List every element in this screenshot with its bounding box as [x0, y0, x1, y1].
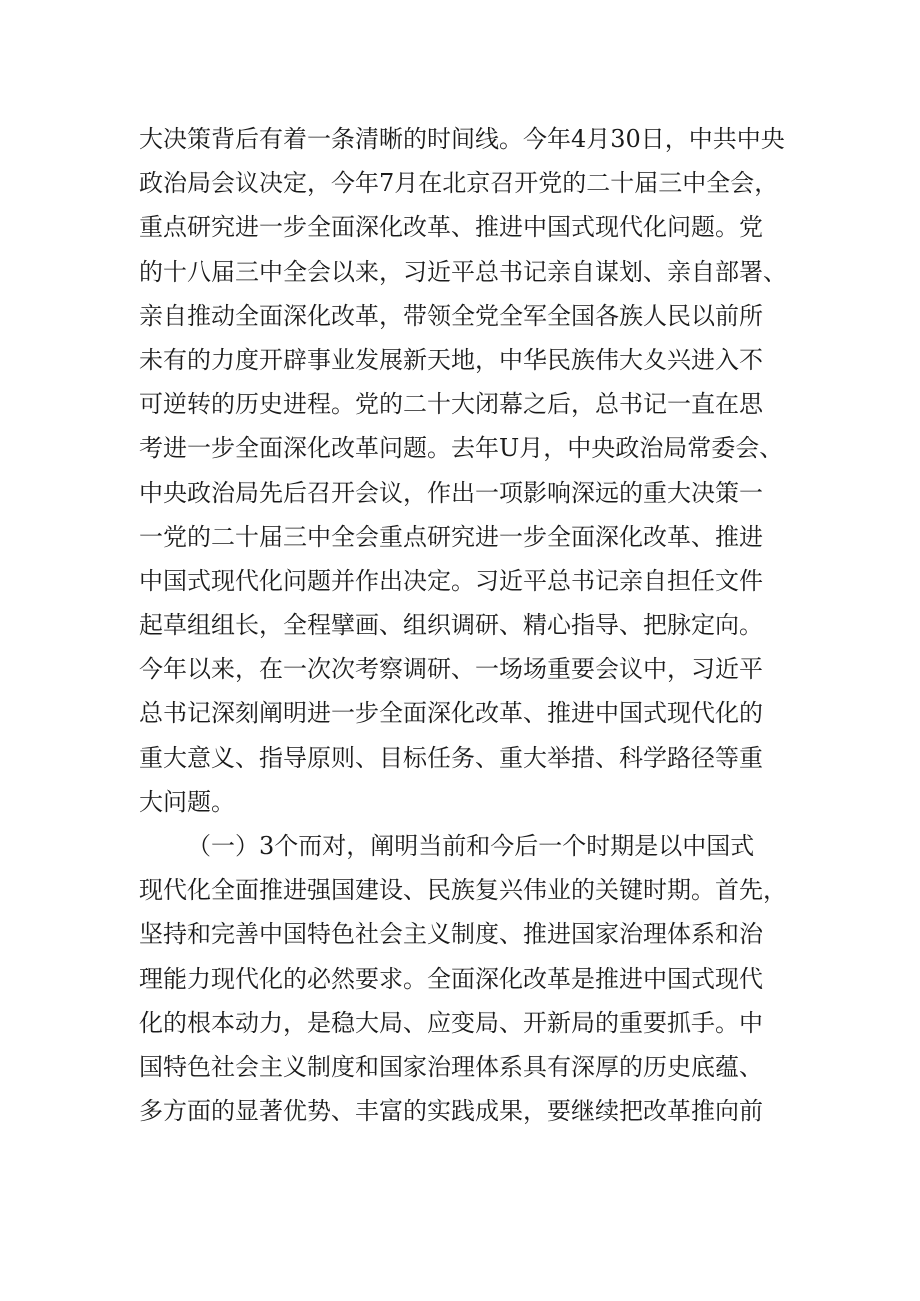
text-line: 化的根本动力，是稳大局、应变局、开新局的重要抓手。中 — [139, 1008, 763, 1037]
text-line: 可逆转的历史进程。党的二十大闭幕之后，总书记一直在思 — [139, 390, 763, 419]
text-line: 政治局会议决定，今年7月在北京召开党的二十届三中全会， — [139, 169, 779, 198]
text-line: 今年以来，在一次次考察调研、一场场重要会议中，习近平 — [139, 655, 763, 684]
text-line: 大问题。 — [139, 787, 235, 816]
text-line: 重点研究进一步全面深化改革、推进中国式现代化问题。党 — [139, 213, 763, 242]
text-line: 大决策背后有着一条清晰的时间线。今年4月30日，中共中央 — [139, 125, 785, 153]
text-line: 亲自推动全面深化改革，带领全党全军全国各族人民以前所 — [139, 301, 763, 330]
body-text — [139, 117, 789, 1133]
text-line: 的十八届三中全会以来，习近平总书记亲自谋划、亲自部署、 — [139, 257, 787, 286]
text-line: 一党的二十届三中全会重点研究进一步全面深化改革、推进 — [139, 522, 763, 551]
text-line: 现代化全面推进强国建设、民族复兴伟业的关键时期。首先， — [139, 876, 787, 905]
text-line: 中央政治局先后召开会议，作出一项影响深远的重大决策一 — [139, 478, 763, 507]
text-line: 未有的力度开辟事业发展新天地，中华民族伟大夊兴进入不 — [139, 345, 763, 374]
text-line: 总书记深刻阐明进一步全面深化改革、推进中国式现代化的 — [139, 699, 763, 728]
text-line: 中国式现代化问题并作出决定。习近平总书记亲自担任文件 — [139, 566, 763, 595]
text-line: 理能力现代化的必然要求。全面深化改革是推进中国式现代 — [139, 964, 763, 993]
text-line: 坚持和完善中国特色社会主义制度、推进国家治理体系和治 — [139, 920, 763, 949]
paragraph-2 — [139, 824, 789, 1133]
paragraph-1 — [139, 117, 789, 824]
text-line: 多方面的显著优势、丰富的实践成果，要继续把改革推向前 — [139, 1097, 763, 1126]
text-line: 考进一步全面深化改革问题。去年U月，中央政治局常委会、 — [139, 434, 784, 463]
text-line: 起草组组长，全程擘画、组织调研、精心指导、把脉定向。 — [139, 611, 763, 640]
text-line: 重大意义、指导原则、目标任务、重大举措、科学路径等重 — [139, 743, 763, 772]
text-line: （一）3个而对，阐明当前和今后一个时期是以中国式 — [187, 832, 755, 860]
text-line: 国特色社会主义制度和国家治理体系具有深厚的历史底蕴、 — [139, 1052, 763, 1081]
